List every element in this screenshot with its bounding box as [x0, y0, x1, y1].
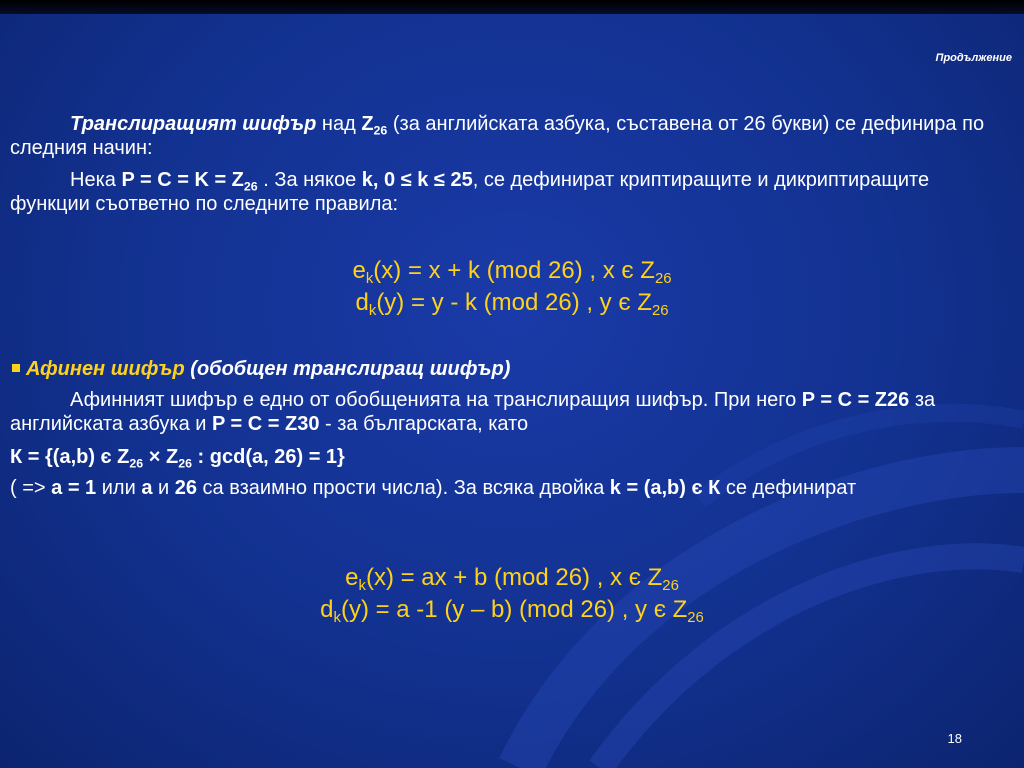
definition-paragraph: Нека $P = C = K = Z_{26}$ . За някое k, 0 ≤ k ≤ 25, се дефинират криптиращите и дикриптиращите функции съответно по следните правила: [10, 169, 930, 215]
affine-key-set: К = {(a,b) є $Z_{26} \times Z_{26}$ : gcd(a, 26) = 1} [10, 446, 345, 471]
bullet-icon [12, 364, 20, 372]
affine-paragraph-3: ( => a = 1 или a и 26 са взаимно прости числа). За всяка двойка k = (a,b) є К се дефинират [10, 477, 857, 499]
shift-decrypt-formula: $d_k(y) = y - k$ (mod 26) , y є $Z_{26}$ [355, 289, 669, 320]
affine-paragraph-1: Афинният шифър е едно от обобщенията на транслиращия шифър. При него P = C = Z26 за английската азбука и P = C = Z30 - за българската, като [10, 389, 936, 435]
term-affine-cipher: Афинен шифър [26, 358, 185, 380]
affine-encrypt-formula: $e_k(x)$ = ax + b (mod 26) , x є $Z_{26}$ [345, 564, 679, 595]
affine-decrypt-formula: $d_k(y) = a$ -1 (y – b) (mod 26) , y є $Z_{26}$ [320, 596, 704, 627]
top-dark-band [0, 0, 1024, 14]
affine-heading: Афинен шифър (обобщен транслиращ шифър) [10, 357, 1010, 381]
term-shift-cipher: Транслиращият шифър [70, 113, 317, 135]
shift-encrypt-formula: $e_k(x) = x + k$ (mod 26) , x є $Z_{26}$ [352, 257, 672, 288]
intro-paragraph: Транслиращият шифър над $Z_{26}$ (за английската азбука, съставена от 26 букви) се дефинира по следния начин: [10, 113, 985, 159]
continuation-label: Продължение [935, 52, 1012, 64]
slide-number: 18 [947, 731, 962, 746]
